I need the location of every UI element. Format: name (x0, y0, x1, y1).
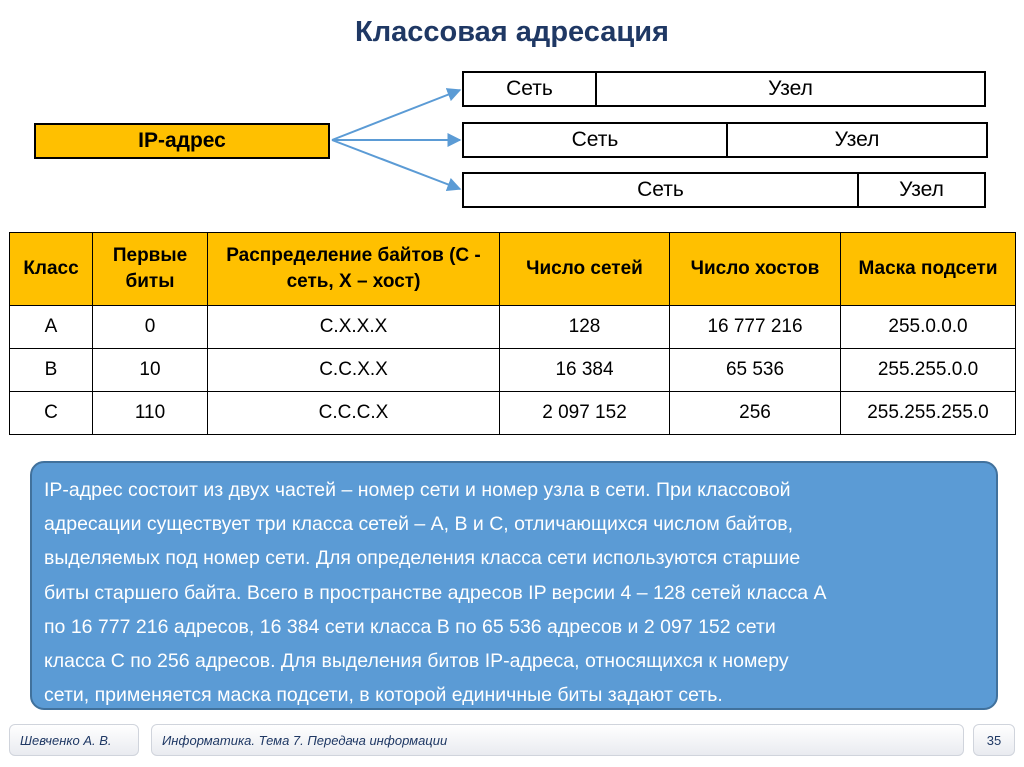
footer-author (9, 724, 139, 756)
class-c-address-bar (462, 172, 986, 208)
cell-class: B (10, 349, 93, 392)
cell-first-bits: 0 (93, 306, 208, 349)
cell-byte-distribution: C.C.X.X (208, 349, 500, 392)
info-callout (30, 461, 998, 710)
info-line: по 16 777 216 адресов, 16 384 сети класса B по 65 536 адресов и 2 097 152 сети (44, 615, 776, 638)
cell-subnet-mask: 255.0.0.0 (841, 306, 1016, 349)
header-first-bits: Первые биты (93, 233, 208, 306)
host-label: Узел (899, 178, 944, 201)
network-label: Сеть (637, 178, 684, 201)
host-part (595, 73, 984, 105)
host-label: Узел (768, 77, 813, 100)
info-line: адресации существует три класса сетей – A, B и C, отличающихся числом байтов, (44, 513, 794, 536)
cell-byte-distribution: C.X.X.X (208, 306, 500, 349)
cell-first-bits: 110 (93, 392, 208, 435)
network-part (464, 124, 726, 156)
header-byte-distribution: Распределение байтов (С - сеть, Х – хост) (208, 233, 500, 306)
cell-class: C (10, 392, 93, 435)
table-header-row (10, 233, 1016, 306)
cell-network-count: 128 (500, 306, 670, 349)
page-number-text: 35 (986, 732, 1002, 748)
header-host-count: Число хостов (670, 233, 841, 306)
table-row (10, 349, 1016, 392)
host-part (857, 174, 984, 206)
footer-page-number (973, 724, 1015, 756)
class-b-address-bar (462, 122, 988, 158)
info-line: класса C по 256 адресов. Для выделения битов IP-адреса, относящихся к номеру (44, 650, 789, 673)
info-line: сети, применяется маска подсети, в которой единичные биты задают сеть. (44, 684, 723, 707)
header-class: Класс (10, 233, 93, 306)
info-line: биты старшего байта. Всего в пространстве адресов IP версии 4 – 128 сетей класса A (44, 581, 827, 604)
slide-title: Классовая адресация (355, 16, 669, 48)
cell-host-count: 256 (670, 392, 841, 435)
cell-network-count: 2 097 152 (500, 392, 670, 435)
host-part (726, 124, 986, 156)
network-label: Сеть (571, 128, 619, 151)
footer-author-text: Шевченко А. В. (20, 732, 112, 748)
cell-host-count: 16 777 216 (670, 306, 841, 349)
footer-course-text: Информатика. Тема 7. Передача информации (162, 732, 448, 748)
class-a-address-bar (462, 71, 986, 107)
arrow-to-class-c (332, 140, 460, 189)
network-part (464, 73, 595, 105)
header-network-count: Число сетей (500, 233, 670, 306)
cell-network-count: 16 384 (500, 349, 670, 392)
cell-first-bits: 10 (93, 349, 208, 392)
cell-class: A (10, 306, 93, 349)
info-line: выделяемых под номер сети. Для определения класса сети используются старшие (44, 547, 801, 570)
network-label: Сеть (506, 77, 553, 100)
cell-host-count: 65 536 (670, 349, 841, 392)
ip-address-label: IP-адрес (138, 129, 226, 152)
table-row (10, 306, 1016, 349)
ip-classes-table (9, 232, 1016, 435)
arrow-to-class-a (332, 90, 460, 140)
table-row (10, 392, 1016, 435)
cell-byte-distribution: C.C.C.X (208, 392, 500, 435)
footer-course (151, 724, 964, 756)
header-subnet-mask: Маска подсети (841, 233, 1016, 306)
cell-subnet-mask: 255.255.0.0 (841, 349, 1016, 392)
host-label: Узел (834, 128, 880, 151)
info-line: IP-адрес состоит из двух частей – номер сети и номер узла в сети. При классовой (44, 479, 791, 501)
network-part (464, 174, 857, 206)
cell-subnet-mask: 255.255.255.0 (841, 392, 1016, 435)
